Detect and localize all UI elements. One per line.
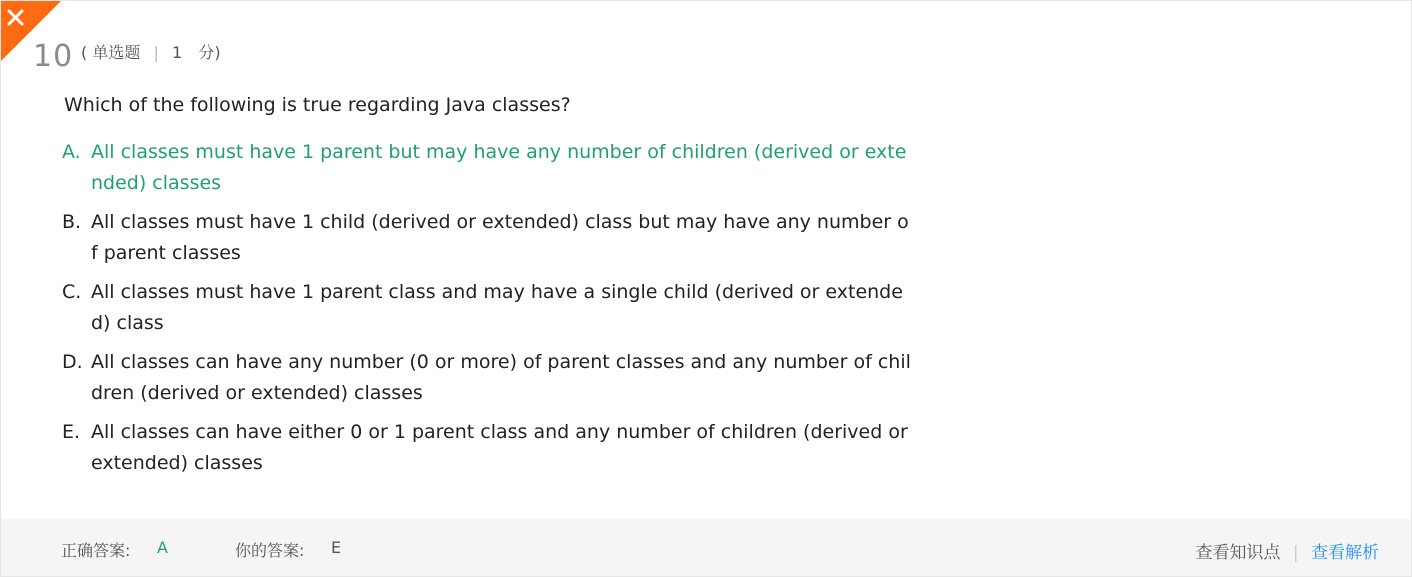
option-letter: B. [62,211,82,233]
your-answer-value: E [331,538,342,557]
meta-close-paren: ) [214,43,221,62]
option-e [62,417,922,479]
question-score: 1 [171,43,183,62]
view-analysis-link[interactable]: 查看解析 [1311,543,1379,563]
option-text: All classes must have 1 child (derived or extended) class but may have any number of parent classes [91,211,909,264]
option-b [62,207,922,269]
answer-footer [1,519,1411,576]
option-c [62,277,922,339]
option-letter: C. [62,281,82,303]
option-a [62,137,922,199]
option-text: All classes must have 1 parent but may have any number of children (derived or extended) classes [91,141,907,194]
question-type: 单选题 [92,43,141,62]
question-meta [81,40,221,63]
view-knowledge-link[interactable]: 查看知识点 [1195,543,1281,563]
meta-separator: | [153,43,159,62]
question-stem: Which of the following is true regarding Java classes? [64,94,571,116]
meta-open-paren: ( [81,43,88,62]
footer-links [1195,538,1379,563]
option-letter: D. [62,351,83,373]
correct-answer-label: 正确答案: [61,541,131,560]
option-letter: E. [62,421,81,443]
option-text: All classes can have any number (0 or more) of parent classes and any number of children (derived or extended) classes [91,351,911,404]
option-d [62,347,922,409]
option-letter: A. [62,141,81,163]
option-text: All classes must have 1 parent class and may have a single child (derived or extended) class [91,281,903,334]
link-separator: | [1292,543,1299,563]
question-score-unit: 分 [198,43,215,62]
option-text: All classes can have either 0 or 1 parent class and any number of children (derived or extended) classes [91,421,908,474]
options-list [62,137,922,487]
question-number: 10 [33,39,74,74]
correct-answer-value: A [157,538,168,557]
your-answer-label: 你的答案: [235,541,305,560]
